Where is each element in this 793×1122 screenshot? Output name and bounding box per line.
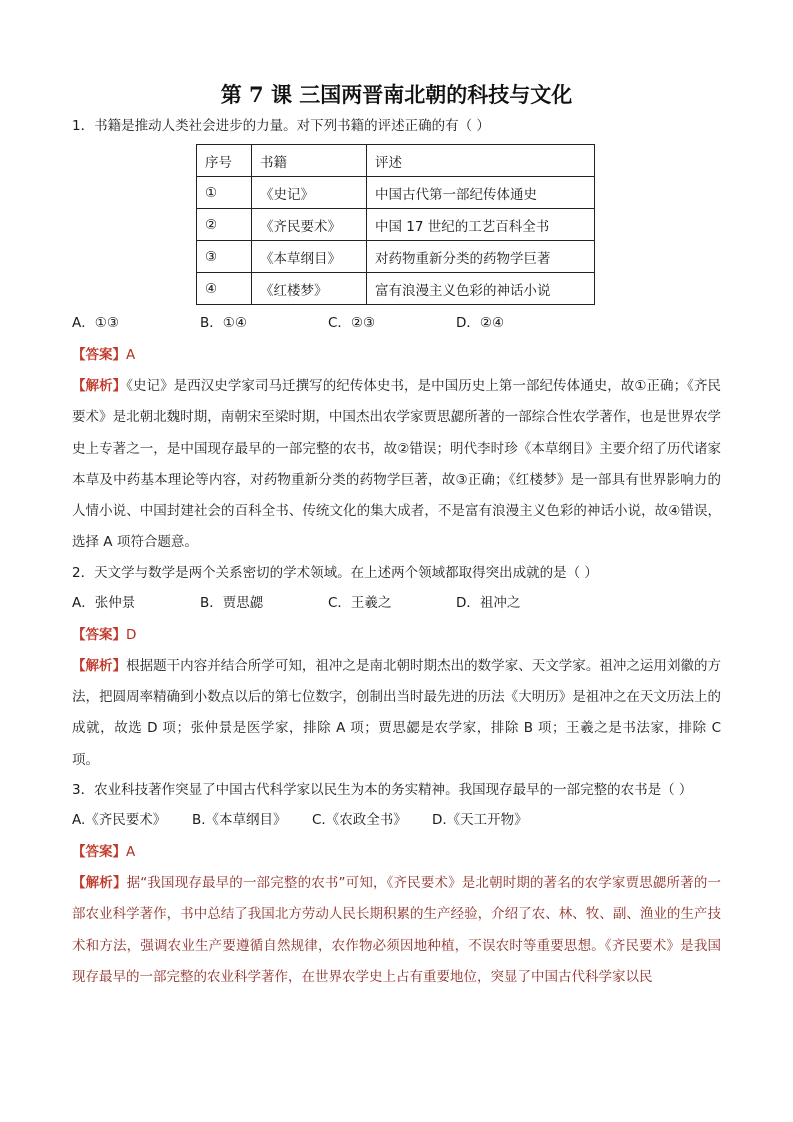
answer-value: A	[126, 843, 136, 860]
table-header-cell: 评述	[367, 145, 595, 177]
question-1-answer	[72, 339, 721, 371]
option-d: D．②④	[456, 315, 505, 331]
lesson-title: 第 7 课 三国两晋南北朝的科技与文化	[220, 82, 573, 107]
answer-tag: 【答案】	[72, 843, 126, 860]
table-cell: 中国 17 世纪的工艺百科全书	[367, 209, 595, 241]
analysis-text: 根据题干内容并结合所学可知，祖冲之是南北朝时期杰出的数学家、天文学家。祖冲之运用刘徽的方法，把圆周率精确到小数点以后的第七位数字，创制出当时最先进的历法《大明历》是祖冲之在天文历法上的成就，故选 D 项；张仲景是医学家，排除 A 项；贾思勰是农学家，排除 B 项；王羲之是书法家，排除 C 项。	[72, 657, 722, 768]
table-cell: 《本草纲目》	[252, 241, 367, 273]
table-row	[197, 241, 595, 273]
table-row	[197, 177, 595, 209]
analysis-text: 《史记》是西汉史学家司马迁撰写的纪传体史书，是中国历史上第一部纪传体通史，故①正确；《齐民要术》是北朝北魏时期，南朝宋至梁时期，中国杰出农学家贾思勰所著的一部综合性农学著作，也是世界农学史上专著之一，是中国现存最早的一部完整的农书，故②错误；明代李时珍《本草纲目》主要介绍了历代诸家本草及中药基本理论等内容，对药物重新分类的药物学巨著，故③正确；《红楼梦》是一部具有世界影响力的人情小说、中国封建社会的百科全书、传统文化的集大成者，不是富有浪漫主义色彩的神话小说，故④错误，选择 A 项符合题意。	[72, 378, 721, 551]
option-b: B．贾思勰	[200, 594, 264, 611]
table-cell: ④	[197, 273, 252, 305]
question-3-options	[72, 804, 721, 836]
option-d: D．祖冲之	[456, 594, 521, 611]
table-cell: 对药物重新分类的药物学巨著	[367, 241, 595, 273]
analysis-text: 据“我国现存最早的一部完整的农书”可知，《齐民要术》是北朝时期的著名的农学家贾思勰所著的一部农业科学著作，书中总结了我国北方劳动人民长期积累的生产经验，介绍了农、林、牧、副、渔业的生产技术和方法，强调农业生产要遵循自然规律，农作物必须因地种植，不误农时等重要思想。《齐民要术》是我国现存最早的一部完整的农业科学著作，在世界农学史上占有重要地位，突显了中国古代科学家以民	[72, 874, 721, 985]
question-2-stem: 2．天文学与数学是两个关系密切的学术领域。在上述两个领域都取得突出成就的是（ ）	[72, 564, 598, 581]
question-2-answer	[72, 619, 721, 651]
table-row	[197, 209, 595, 241]
books-table	[196, 144, 595, 305]
option-c: C．②③	[328, 315, 376, 331]
option-d: D.《天工开物》	[432, 811, 528, 828]
table-header-cell: 书籍	[252, 145, 367, 177]
table-cell: 富有浪漫主义色彩的神话小说	[367, 273, 595, 305]
analysis-tag: 【解析】	[72, 874, 127, 891]
option-c: C.《农政全书》	[312, 811, 407, 828]
question-3-analysis	[72, 868, 721, 993]
table-cell: 中国古代第一部纪传体通史	[367, 177, 595, 209]
answer-tag: 【答案】	[72, 626, 126, 643]
option-a: A．①③	[72, 315, 119, 331]
option-b: B.《本草纲目》	[192, 811, 287, 828]
table-cell: 《齐民要术》	[252, 209, 367, 241]
question-1-stem: 1．书籍是推动人类社会进步的力量。对下列书籍的评述正确的有（ ）	[72, 118, 490, 134]
option-c: C．王羲之	[328, 594, 392, 611]
option-a: A．张仲景	[72, 594, 136, 611]
table-header-row	[197, 145, 595, 177]
option-b: B．①④	[200, 315, 247, 331]
analysis-tag: 【解析】	[72, 657, 127, 674]
question-2-analysis	[72, 651, 721, 776]
question-3-answer	[72, 836, 721, 868]
table-cell: 《史记》	[252, 177, 367, 209]
analysis-tag: 【解析】	[72, 378, 127, 394]
question-3-stem: 3．农业科技著作突显了中国古代科学家以民生为本的务实精神。我国现存最早的一部完整的农书是（ ）	[72, 781, 693, 798]
question-2-options	[72, 587, 721, 619]
question-1-options	[72, 307, 721, 339]
table-cell: ①	[197, 177, 252, 209]
table-cell: 《红楼梦》	[252, 273, 367, 305]
table-cell: ③	[197, 241, 252, 273]
answer-value: D	[126, 626, 137, 643]
question-1-analysis	[72, 371, 721, 559]
answer-value: A	[126, 347, 136, 363]
table-header-cell: 序号	[197, 145, 252, 177]
answer-tag: 【答案】	[72, 347, 126, 363]
table-row	[197, 273, 595, 305]
table-cell: ②	[197, 209, 252, 241]
option-a: A.《齐民要术》	[72, 811, 167, 828]
